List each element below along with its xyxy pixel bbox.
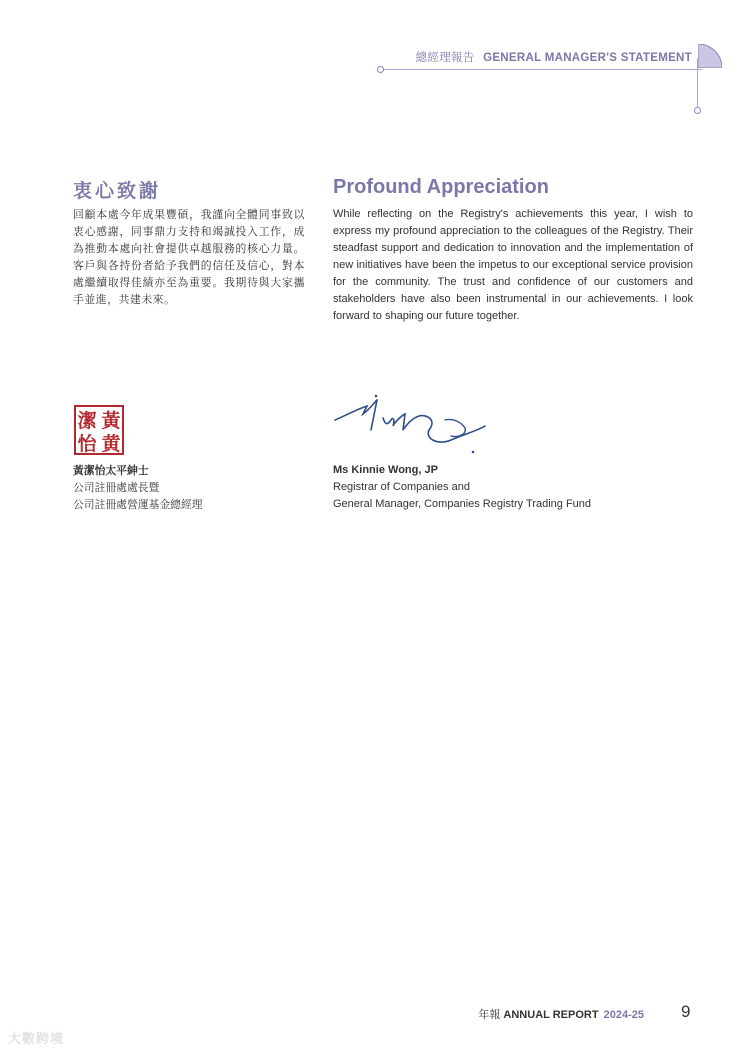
svg-text:潔: 潔	[77, 410, 97, 432]
en-signatory-title-1: Registrar of Companies and	[333, 481, 470, 493]
zh-body-paragraph: 回顧本處今年成果豐碩，我謹向全體同事致以衷心感謝，同事鼎力支持和竭誠投入工作，成為推動本處向社會提供卓越服務的核心力量。客戶與各持份者給予我們的信任及信心，對本處繼續取得佳績亦至為重要。我期待與大家攜手並進，共建未來。	[73, 208, 305, 306]
header-rule-dot-left	[377, 66, 384, 73]
header-rule	[382, 69, 702, 70]
seal-stamp	[74, 405, 124, 455]
running-header	[416, 49, 692, 65]
en-body-paragraph: While reflecting on the Registry's achievements this year, I wish to express my profound appreciation to the colleagues of the Registry. Their steadfast support and dedication to innovation and the implementation of new initiatives have been the impetus to our exceptional service provision for the community. The trust and confidence of our customers and stakeholders have also been instrumental in our achievements. I look forward to shaping our future together.	[333, 208, 693, 322]
en-heading: Profound Appreciation	[333, 176, 549, 198]
watermark: 大數跨境	[8, 1031, 65, 1046]
corner-decoration-icon	[698, 44, 722, 68]
svg-text:怡: 怡	[77, 433, 97, 455]
svg-text:黃: 黃	[101, 410, 121, 432]
en-signatory-name: Ms Kinnie Wong, JP	[333, 464, 438, 476]
en-signatory-title-2: General Manager, Companies Registry Trading Fund	[333, 498, 592, 510]
svg-text:黄: 黄	[101, 433, 121, 455]
footer-annual-report: ANNUAL REPORT	[503, 1009, 599, 1021]
zh-signatory-title-1: 公司註冊處處長暨	[73, 481, 160, 494]
handwritten-signature	[333, 390, 493, 460]
zh-signature-block	[73, 462, 203, 513]
en-signature-block	[333, 462, 591, 513]
page-number: 9	[681, 1002, 691, 1021]
zh-heading: 衷心致謝	[73, 180, 162, 202]
footer-zh: 年報	[478, 1009, 501, 1021]
header-en: GENERAL MANAGER'S STATEMENT	[483, 52, 692, 64]
zh-signatory-title-2: 公司註冊處營運基金總經理	[73, 498, 203, 511]
zh-signatory-name: 黃潔怡太平紳士	[73, 464, 149, 477]
footer-report-label	[478, 1006, 644, 1022]
header-zh: 總經理報告	[415, 52, 475, 64]
header-rule-dot-bottom	[694, 107, 701, 114]
footer-year: 2024-25	[603, 1009, 644, 1021]
